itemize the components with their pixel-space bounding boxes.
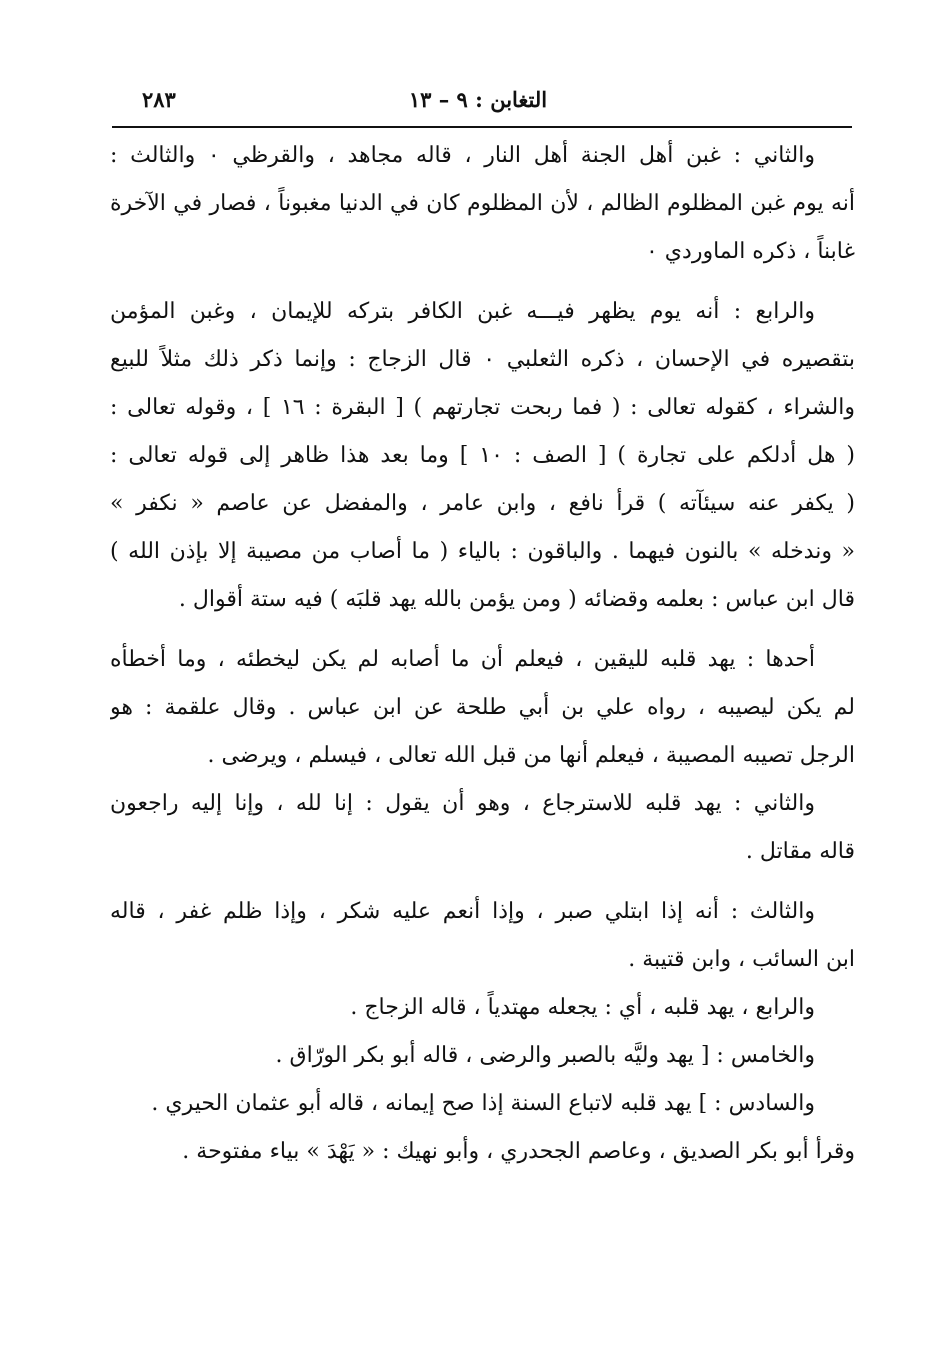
- paragraph-3: [110, 636, 855, 780]
- paragraph-2: [110, 288, 855, 624]
- page-body: [110, 132, 855, 1176]
- page-header: [112, 82, 844, 116]
- text-line: والرابع ، يهد قلبه ، أي : يجعله مهتدياً ، قاله الزجاج .: [350, 995, 815, 1020]
- text-line: قاله مقاتل .: [745, 839, 855, 864]
- paragraph-5: [110, 888, 855, 984]
- text-line: لم يكن ليصيبه ، رواه علي بن أبي طلحة عن ابن عباس . وقال علقمة : هو: [110, 695, 855, 720]
- text-line: ( هل أدلكم على تجارة ) [ الصف : ١٠ ] وما بعد هذا ظاهر إلى قوله تعالى :: [110, 443, 855, 468]
- paragraph-8: [110, 1080, 855, 1176]
- text-line: والثاني : يهد قلبه للاسترجاع ، وهو أن يقول : إنا لله ، وإنا إليه راجعون: [110, 791, 815, 816]
- text-line: والشراء ، كقوله تعالى : ( فما ربحت تجارتهم ) [ البقرة : ١٦ ] ، وقوله تعالى :: [110, 395, 855, 420]
- text-line: والثاني : غبن أهل الجنة أهل النار ، قاله مجاهد ، والقرظي ٠ والثالث :: [110, 143, 815, 168]
- text-line: ( يكفر عنه سيئآته ) قرأ نافع ، وابن عامر ، والمفضل عن عاصم « نكفر »: [110, 491, 855, 516]
- text-line: والثالث : أنه إذا ابتلي صبر ، وإذا أنعم عليه شكر ، وإذا ظلم غفر ، قاله: [110, 899, 815, 924]
- text-line: والرابع : أنه يوم يظهر فيـــه غبن الكافر بتركه للإيمان ، وغبن المؤمن: [110, 299, 815, 324]
- text-line: الرجل تصيبه المصيبة ، فيعلم أنها من قبل الله تعالى ، فيسلم ، ويرضى .: [207, 743, 855, 768]
- page-number: ٢٨٣: [142, 86, 176, 112]
- text-line: بتقصيره في الإحسان ، ذكره الثعلبي ٠ قال الزجاج : وإنما ذكر ذلك مثلاً للبيع: [110, 347, 855, 372]
- text-line: أنه يوم غبن المظلوم الظالم ، لأن المظلوم كان في الدنيا مغبوناً ، فصار في الآخرة: [110, 191, 855, 216]
- header-rule: [112, 126, 852, 128]
- text-line: والسادس : ] يهد قلبه لاتباع السنة إذا صح إيمانه ، قاله أبو عثمان الحيري .: [151, 1091, 815, 1116]
- text-line: قال ابن عباس : بعلمه وقضائه ( ومن يؤمن بالله يهد قلبَه ) فيه ستة أقوال .: [178, 587, 855, 612]
- paragraph-4: [110, 780, 855, 876]
- running-title: التغابن : ٩ – ١٣: [408, 86, 548, 112]
- text-line: والخامس : [ يهد وليَّه بالصبر والرضى ، قاله أبو بكر الورّاق .: [275, 1043, 815, 1068]
- text-line: « وندخله » بالنون فيهما . والباقون : بالياء ( ما أصاب من مصيبة إلا بإذن الله ): [110, 539, 855, 564]
- text-line: وقرأ أبو بكر الصديق ، وعاصم الجحدري ، وأبو نهيك : « يَهْدَ » بياء مفتوحة .: [182, 1139, 855, 1164]
- paragraph-7: [110, 1032, 855, 1080]
- text-line: أحدها : يهد قلبه لليقين ، فيعلم أن ما أصابه لم يكن ليخطئه ، وما أخطأه: [110, 647, 815, 672]
- text-line: ابن السائب ، وابن قتيبة .: [628, 947, 855, 972]
- text-line: غابناً ، ذكره الماوردي ٠: [645, 239, 855, 264]
- paragraph-6: [110, 984, 855, 1032]
- paragraph-1: [110, 132, 855, 276]
